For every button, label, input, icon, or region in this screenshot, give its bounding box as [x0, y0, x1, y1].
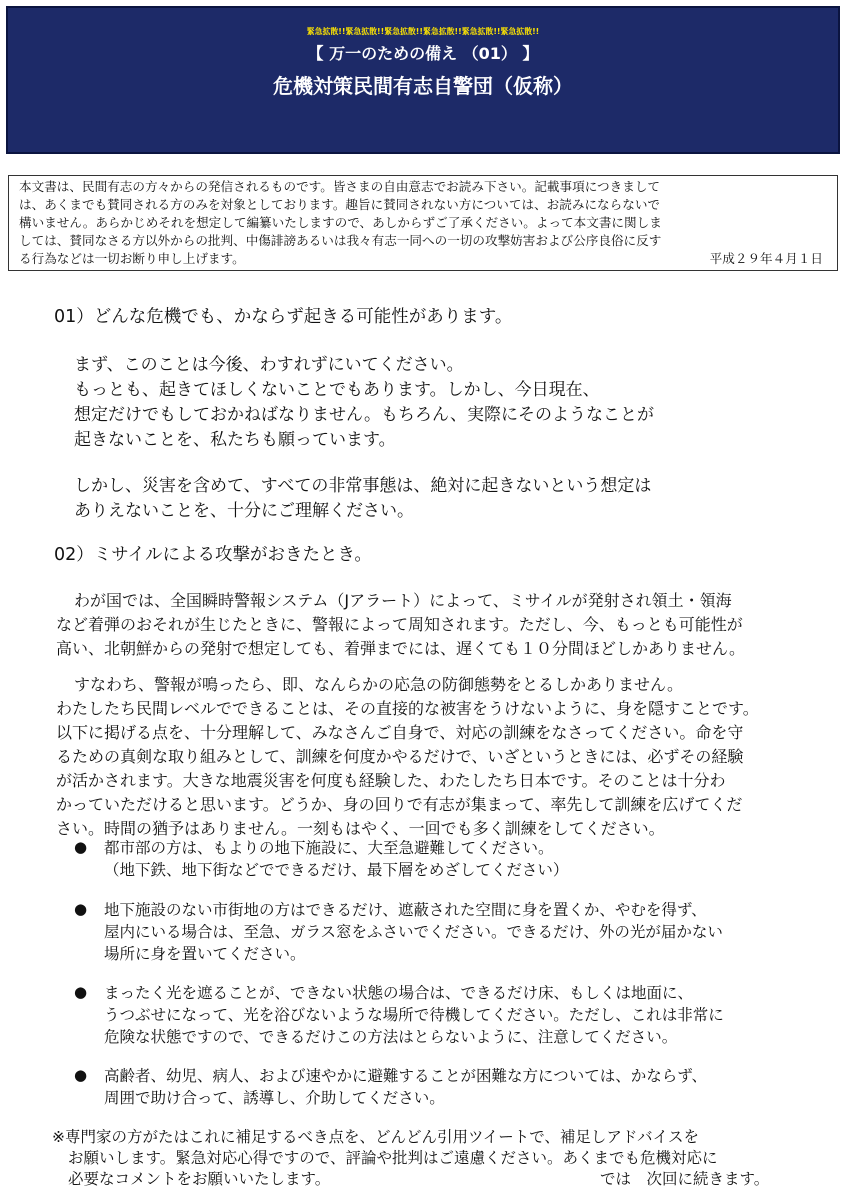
footnote-line: お願いします。緊急対応心得ですので、評論や批判はご遠慮ください。あくまでも危機対応に — [68, 1149, 718, 1167]
bullet-icon: ● — [74, 1066, 88, 1084]
disclaimer-line: 本文書は、民間有志の方々からの発信されるものです。皆さまの自由意志でお読み下さい。記載事項につきまして — [19, 179, 661, 194]
bullet-icon: ● — [74, 838, 88, 856]
bullet-line: 高齢者、幼児、病人、および速やかに避難することが困難な方については、かならず、 — [104, 1067, 707, 1085]
paragraph-line: さい。時間の猶予はありません。一刻もはやく、一回でも多く訓練をしてください。 — [56, 819, 665, 838]
bullet-line: 都市部の方は、もよりの地下施設に、大至急避難してください。 — [104, 839, 554, 857]
paragraph-line: すなわち、警報が鳴ったら、即、なんらかの応急の防御態勢をとるしかありません。 — [74, 675, 683, 694]
bullet-icon: ● — [74, 900, 88, 918]
page-title: 【 万一のための備え （01） 】 — [307, 44, 539, 63]
section-heading: 02）ミサイルによる攻撃がおきたとき。 — [54, 545, 372, 565]
paragraph-line: まず、このことは今後、わすれずにいてください。 — [74, 355, 464, 375]
paragraph-line: 起きないことを、私たちも願っています。 — [74, 430, 396, 450]
paragraph-line: が活かされます。大きな地震災害を何度も経験した、わたしたち日本です。そのことは十分わ — [56, 771, 726, 790]
disclaimer-last-row — [19, 250, 827, 268]
disclaimer-box — [8, 175, 838, 271]
paragraph-line: わが国では、全国瞬時警報システム（Jアラート）によって、ミサイルが発射され領土・領海 — [74, 591, 732, 610]
document-date: 平成２９年４月１日 — [709, 251, 823, 266]
footnote-line: 必要なコメントをお願いいたします。 — [68, 1170, 331, 1188]
bullet-line: まったく光を遮ることが、できない状態の場合は、できるだけ床、もしくは地面に、 — [104, 984, 694, 1002]
urgent-share-banner: 緊急拡散!!緊急拡散!!緊急拡散!!緊急拡散!!緊急拡散!!緊急拡散!! — [306, 27, 540, 36]
paragraph-line: もっとも、起きてほしくないことでもあります。しかし、今日現在、 — [74, 380, 600, 400]
organization-name: 危機対策民間有志自警団（仮称） — [273, 74, 573, 98]
disclaimer-line: しては、賛同なさる方以外からの批判、中傷誹謗あるいは我々有志一同への一切の攻撃妨害および公序良俗に反す — [19, 233, 662, 248]
disclaimer-line: る行為などは一切お断り申し上げます。 — [19, 251, 245, 266]
paragraph-line: 以下に掲げる点を、十分理解して、みなさんご自身で、対応の訓練をなさってください。命を守 — [56, 723, 744, 742]
footnote-line: ※専門家の方がたはこれに補足するべき点を、どんどん引用ツイートで、補足しアドバイスを — [52, 1128, 699, 1146]
section-heading: 01）どんな危機でも、かならず起きる可能性があります。 — [54, 307, 513, 327]
bullet-line: （地下鉄、地下街などでできるだけ、最下層をめざしてください） — [104, 861, 569, 879]
bullet-line: 地下施設のない市街地の方はできるだけ、遮蔽された空間に身を置くか、やむを得ず、 — [104, 901, 707, 919]
bullet-line: 場所に身を置いてください。 — [104, 945, 306, 963]
disclaimer-line: は、あくまでも賛同される方のみを対象としております。趣旨に賛同されない方については、お読みにならないで — [19, 197, 661, 212]
bullet-line: 屋内にいる場合は、至急、ガラス窓をふさいでください。できるだけ、外の光が届かない — [104, 923, 723, 941]
paragraph-line: かっていただけると思います。どうか、身の回りで有志が集まって、率先して訓練を広げてくだ — [56, 795, 743, 814]
bullet-icon: ● — [74, 983, 88, 1001]
paragraph-line: ありえないことを、十分にご理解ください。 — [74, 501, 414, 521]
paragraph-line: しかし、災害を含めて、すべての非常事態は、絶対に起きないという想定は — [74, 476, 652, 496]
paragraph-line: 高い、北朝鮮からの発射で想定しても、着弾までには、遅くても１０分間ほどしかありません。 — [56, 639, 745, 658]
header-banner — [6, 6, 840, 154]
bullet-line: 周囲で助け合って、誘導し、介助してください。 — [104, 1089, 445, 1107]
paragraph-line: など着弾のおそれが生じたときに、警報によって周知されます。ただし、今、もっとも可能性が — [56, 615, 743, 634]
bullet-line: うつぶせになって、光を浴びないような場所で待機してください。ただし、これは非常に — [104, 1006, 724, 1024]
paragraph-line: 想定だけでもしておかねばなりません。もちろん、実際にそのようなことが — [74, 405, 655, 425]
bullet-line: 危険な状態ですので、できるだけこの方法はとらないように、注意してください。 — [104, 1028, 678, 1046]
paragraph-line: わたしたち民間レベルでできることは、その直接的な被害をうけないように、身を隠すことです。 — [56, 699, 759, 718]
disclaimer-line: 構いません。あらかじめそれを想定して編纂いたしますので、あしからずご了承ください。よって本文書に関しま — [19, 215, 662, 230]
closing-text: では 次回に続きます。 — [600, 1170, 770, 1188]
paragraph-line: るための真剣な取り組みとして、訓練を何度かやるだけで、いざというときには、必ずその経験 — [56, 747, 744, 766]
